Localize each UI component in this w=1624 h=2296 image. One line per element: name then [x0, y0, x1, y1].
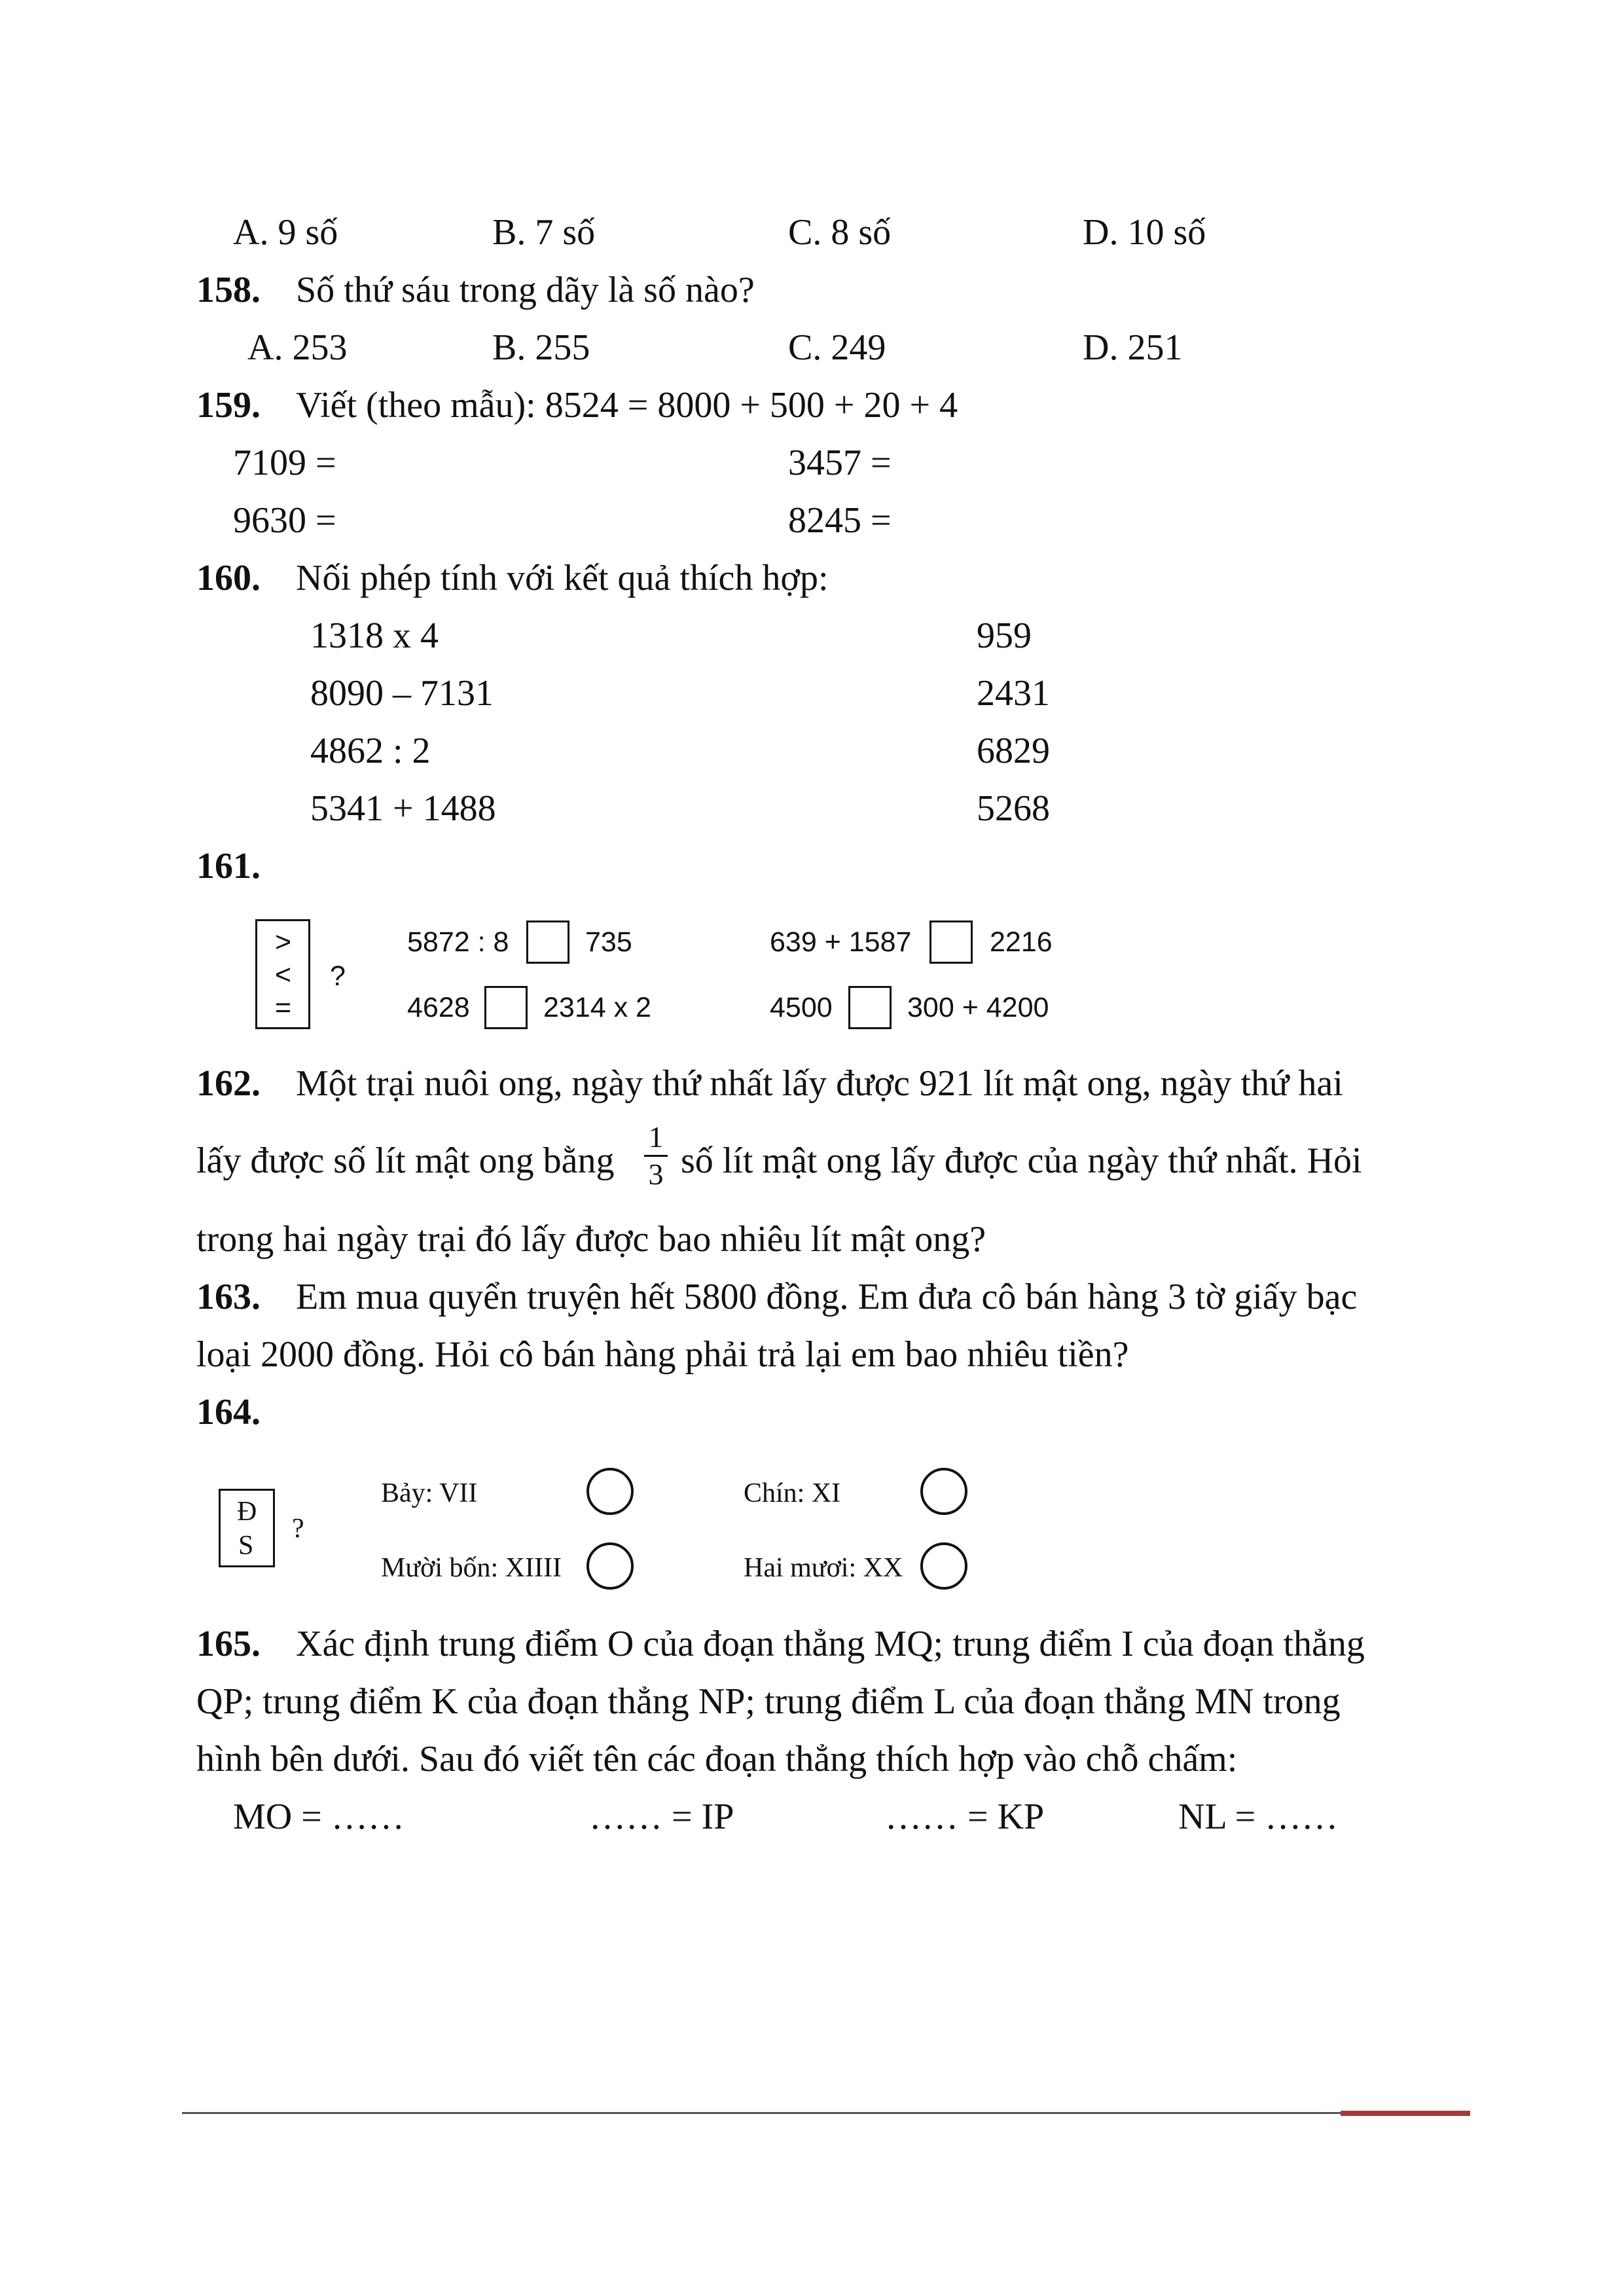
q160-left-2: 8090 – 7131 — [310, 673, 494, 714]
q165-blank-2: …… = IP — [589, 1796, 734, 1837]
q164-answer-circle-2[interactable] — [920, 1468, 967, 1515]
q161-r1-left-value: 735 — [585, 926, 632, 958]
q164-item-2: Chín: XI — [744, 1478, 841, 1508]
q164-number: 164. — [196, 1392, 261, 1432]
q158-text: Số thứ sáu trong dãy là số nào? — [296, 270, 755, 310]
q159-item-1: 7109 = — [233, 443, 336, 483]
q157-option-a: A. 9 số — [233, 212, 338, 253]
sign-greater: > — [275, 926, 292, 958]
q159-item-4: 8245 = — [788, 500, 892, 541]
q159-number: 159. — [196, 385, 261, 426]
q161-r1-right-value: 2216 — [990, 926, 1053, 958]
q157-option-b: B. 7 số — [492, 212, 596, 253]
q163-line-2: loại 2000 đồng. Hỏi cô bán hàng phải trả lại em bao nhiêu tiền? — [196, 1334, 1129, 1375]
q164-question-mark: ? — [292, 1514, 304, 1544]
q165-number: 165. — [196, 1624, 261, 1664]
q160-right-4: 5268 — [977, 788, 1050, 829]
q162-line-2b: số lít mật ong lấy được của ngày thứ nhất. Hỏi — [681, 1140, 1362, 1181]
q161-answer-box-1[interactable] — [526, 920, 569, 964]
q165-blank-4: NL = …… — [1178, 1796, 1339, 1837]
q162-line-3: trong hai ngày trại đó lấy được bao nhiêu lít mật ong? — [196, 1219, 986, 1260]
footer-accent-bar — [1341, 2111, 1470, 2116]
q165-blank-3: …… = KP — [885, 1796, 1045, 1837]
q161-answer-box-4[interactable] — [848, 986, 892, 1029]
q159-item-2: 3457 = — [788, 443, 892, 483]
q160-right-1: 959 — [977, 615, 1032, 656]
q161-answer-box-2[interactable] — [929, 920, 973, 964]
q165-blank-1: MO = …… — [233, 1796, 405, 1837]
sign-less: < — [275, 959, 292, 991]
q161-r1-left-expr: 5872 : 8 — [407, 926, 509, 958]
q157-option-c: C. 8 số — [788, 212, 892, 253]
q161-r2-right-value: 4500 — [770, 992, 833, 1023]
q161-r1-right-expr: 639 + 1587 — [770, 926, 912, 958]
q158-option-c: C. 249 — [788, 327, 886, 368]
q160-left-4: 5341 + 1488 — [310, 788, 496, 829]
q164-item-4: Hai mươi: XX — [744, 1553, 903, 1583]
q161-number: 161. — [196, 846, 261, 886]
q164-answer-circle-4[interactable] — [920, 1542, 967, 1590]
q160-text: Nối phép tính với kết quả thích hợp: — [296, 558, 829, 598]
q160-number: 160. — [196, 558, 261, 598]
sign-equal: = — [275, 992, 292, 1023]
footer-rule — [182, 2112, 1347, 2114]
fraction-one-third — [644, 1121, 668, 1191]
q160-left-3: 4862 : 2 — [310, 731, 431, 771]
q165-line-1: Xác định trung điểm O của đoạn thẳng MQ; trung điểm I của đoạn thẳng — [296, 1624, 1365, 1664]
q165-line-3: hình bên dưới. Sau đó viết tên các đoạn thẳng thích hợp vào chỗ chấm: — [196, 1739, 1238, 1779]
q157-option-d: D. 10 số — [1083, 212, 1206, 253]
q163-number: 163. — [196, 1277, 261, 1317]
q161-r2-left-expr: 2314 x 2 — [543, 992, 651, 1023]
q160-right-2: 2431 — [977, 673, 1050, 714]
q164-answer-circle-3[interactable] — [586, 1542, 634, 1590]
q161-question-mark: ? — [330, 960, 346, 992]
q165-line-2: QP; trung điểm K của đoạn thẳng NP; trung điểm L của đoạn thẳng MN trong — [196, 1681, 1341, 1722]
q158-option-a: A. 253 — [247, 327, 348, 368]
q161-r2-left-value: 4628 — [407, 992, 470, 1023]
q161-answer-box-3[interactable] — [484, 986, 528, 1029]
q160-right-3: 6829 — [977, 731, 1050, 771]
q159-item-3: 9630 = — [233, 500, 336, 541]
q162-line-1: Một trại nuôi ong, ngày thứ nhất lấy được 921 lít mật ong, ngày thứ hai — [296, 1063, 1343, 1104]
q158-option-d: D. 251 — [1083, 327, 1183, 368]
sign-false: S — [238, 1531, 254, 1561]
q164-answer-circle-1[interactable] — [586, 1468, 634, 1515]
q164-item-3: Mười bốn: XIIII — [381, 1553, 562, 1583]
q159-text: Viết (theo mẫu): 8524 = 8000 + 500 + 20 + 4 — [296, 385, 958, 426]
q163-line-1: Em mua quyển truyện hết 5800 đồng. Em đưa cô bán hàng 3 tờ giấy bạc — [296, 1277, 1358, 1317]
q160-left-1: 1318 x 4 — [310, 615, 439, 656]
q161-r2-right-expr: 300 + 4200 — [907, 992, 1049, 1023]
fraction-numerator: 1 — [648, 1120, 664, 1154]
q164-item-1: Bảy: VII — [381, 1478, 478, 1508]
q158-number: 158. — [196, 270, 261, 310]
sign-true: Đ — [237, 1497, 257, 1527]
q158-option-b: B. 255 — [492, 327, 590, 368]
q162-line-2a: lấy được số lít mật ong bằng — [196, 1140, 615, 1181]
fraction-denominator: 3 — [648, 1157, 664, 1191]
q162-number: 162. — [196, 1063, 261, 1104]
